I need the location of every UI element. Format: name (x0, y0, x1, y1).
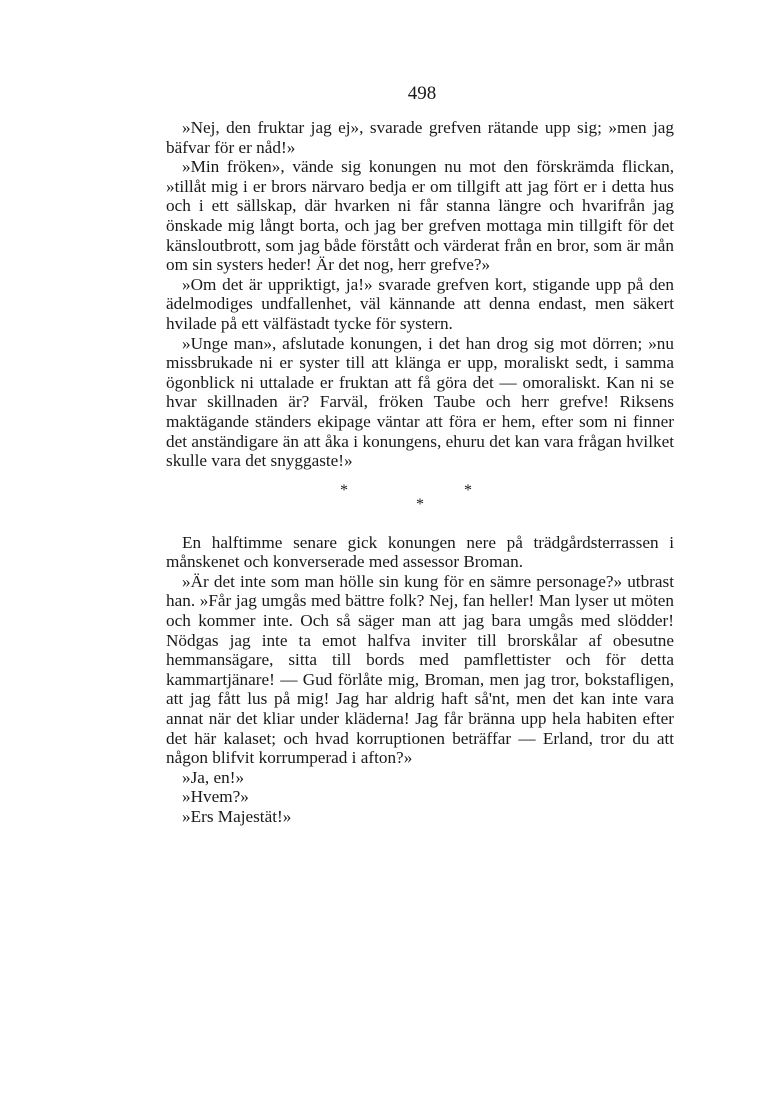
book-page (166, 82, 674, 827)
paragraph: »Min fröken», vände sig konungen nu mot den förskrämda flickan, »tillåt mig i er brors närvaro bedja er om tillgift att jag fört er i detta hus och i ett sällskap, där hvarken ni får stanna längre och hvarifrån jag önskade mig långt borta, och jag ber grefven mottaga min tillgift för det känsloutbrott, som jag både förstått och värderat från en bror, som är mån om sin systers heder! Är det nog, herr grefve?» (166, 157, 674, 275)
paragraph: »Ja, en!» (182, 767, 245, 787)
paragraph: »Är det inte som man hölle sin kung för en sämre personage?» utbrast han. »Får jag umgås med bättre folk? Nej, fan heller! Man lyser ut möten och kommer inte. Och så säger man att jag bara umgås med slödder! Nödgas jag inte ta emot halfva inviter till brorskålar af obesutne hemmansägare, sitta till bords med pamflettister och för detta kammartjänare! — Gud förlåte mig, Broman, men jag tror, bokstafligen, att jag fått lus på mig! Jag har aldrig haft så'nt, men det kan inte vara annat när det kliar under kläderna! Jag får bränna upp hela habiten efter det här kalaset; och hvad korruptionen beträffar — Erland, tror du att någon blifvit korrumperad i afton?» (166, 571, 674, 768)
section-separator (166, 479, 674, 523)
page-number: 498 (407, 83, 437, 104)
separator-star: * (340, 481, 348, 499)
paragraph: »Hvem?» (182, 787, 249, 807)
separator-star: * (464, 481, 472, 499)
paragraph: »Ers Majestät!» (182, 807, 292, 826)
paragraph: »Nej, den fruktar jag ej», svarade grefven rätande upp sig; »men jag bäfvar för er nåd!» (166, 118, 674, 157)
paragraph: »Unge man», afslutade konungen, i det han drog sig mot dörren; »nu missbrukade ni er syster till att klänga er upp, moraliskt sedt, i samma ögonblick ni uttalade er fruktan att få göra det — omoraliskt. Kan ni se hvar skillnaden är? Farväl, fröken Taube och herr grefve! Riksens maktägande ständers ekipage väntar att föra er hem, efter som ni finner det anständigare än att åka i konungens, ehuru det kan vara frågan hvilket skulle vara det snyggaste!» (166, 333, 674, 471)
text-block-1 (166, 118, 674, 471)
separator-star: * (416, 495, 424, 513)
paragraph: En halftimme senare gick konungen nere på trädgårdsterrassen i månskenet och konverserade med assessor Broman. (166, 532, 674, 572)
paragraph: »Om det är uppriktigt, ja!» svarade grefven kort, stigande upp på den ädelmodiges undfallenhet, väl kännande att denna endast, men säkert hvilade på ett välfästadt tycke för systern. (166, 274, 674, 333)
text-block-2 (166, 533, 674, 827)
